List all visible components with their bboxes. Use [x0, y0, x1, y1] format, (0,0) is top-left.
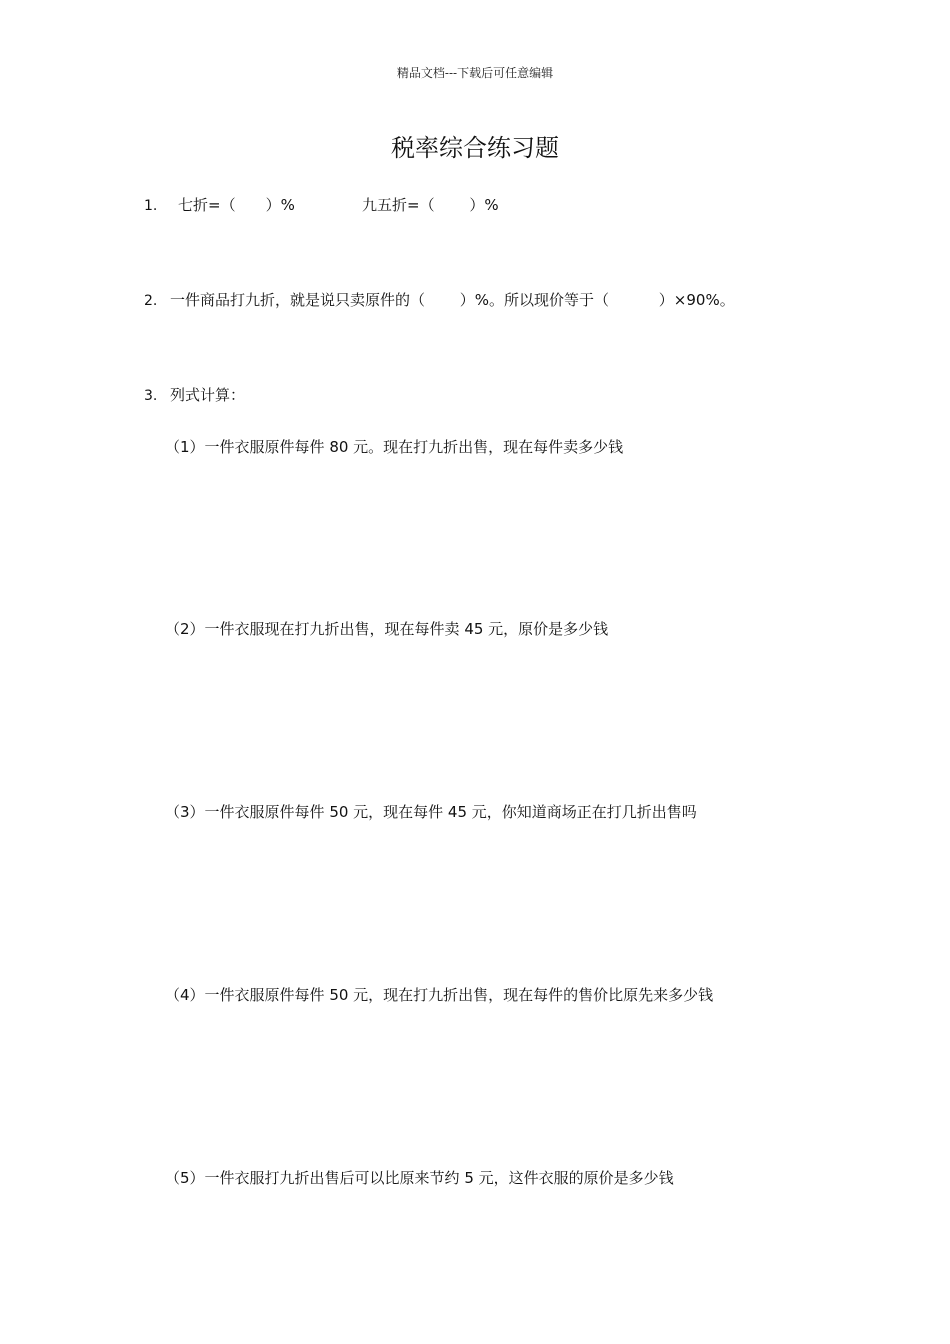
- q3-label: 列式计算：: [170, 386, 246, 404]
- q1-part-b: 九五折=（ ）%: [362, 196, 499, 214]
- q2-text: 一件商品打九折，就是说只卖原件的（ ）%。所以现价等于（ ）×90%。: [170, 291, 735, 309]
- q1-part-a: 七折=（ ）%: [178, 196, 295, 214]
- q1-number: 1.: [144, 198, 158, 214]
- q3-item-5: （5）一件衣服打九折出售后可以比原来节约 5 元，这件衣服的原价是多少钱: [165, 1169, 674, 1187]
- document-title: 税率综合练习题: [391, 134, 559, 162]
- q2-number: 2.: [144, 293, 158, 309]
- q3-item-3: （3）一件衣服原件每件 50 元，现在每件 45 元，你知道商场正在打几折出售吗: [165, 803, 697, 821]
- q3-number: 3.: [144, 388, 158, 404]
- page-header: 精品文档---下载后可任意编辑: [396, 66, 554, 80]
- q3-item-1: （1）一件衣服原件每件 80 元。现在打九折出售，现在每件卖多少钱: [165, 438, 624, 456]
- q3-item-4: （4）一件衣服原件每件 50 元，现在打九折出售，现在每件的售价比原先来多少钱: [165, 986, 714, 1004]
- q3-item-2: （2）一件衣服现在打九折出售，现在每件卖 45 元，原价是多少钱: [165, 620, 609, 638]
